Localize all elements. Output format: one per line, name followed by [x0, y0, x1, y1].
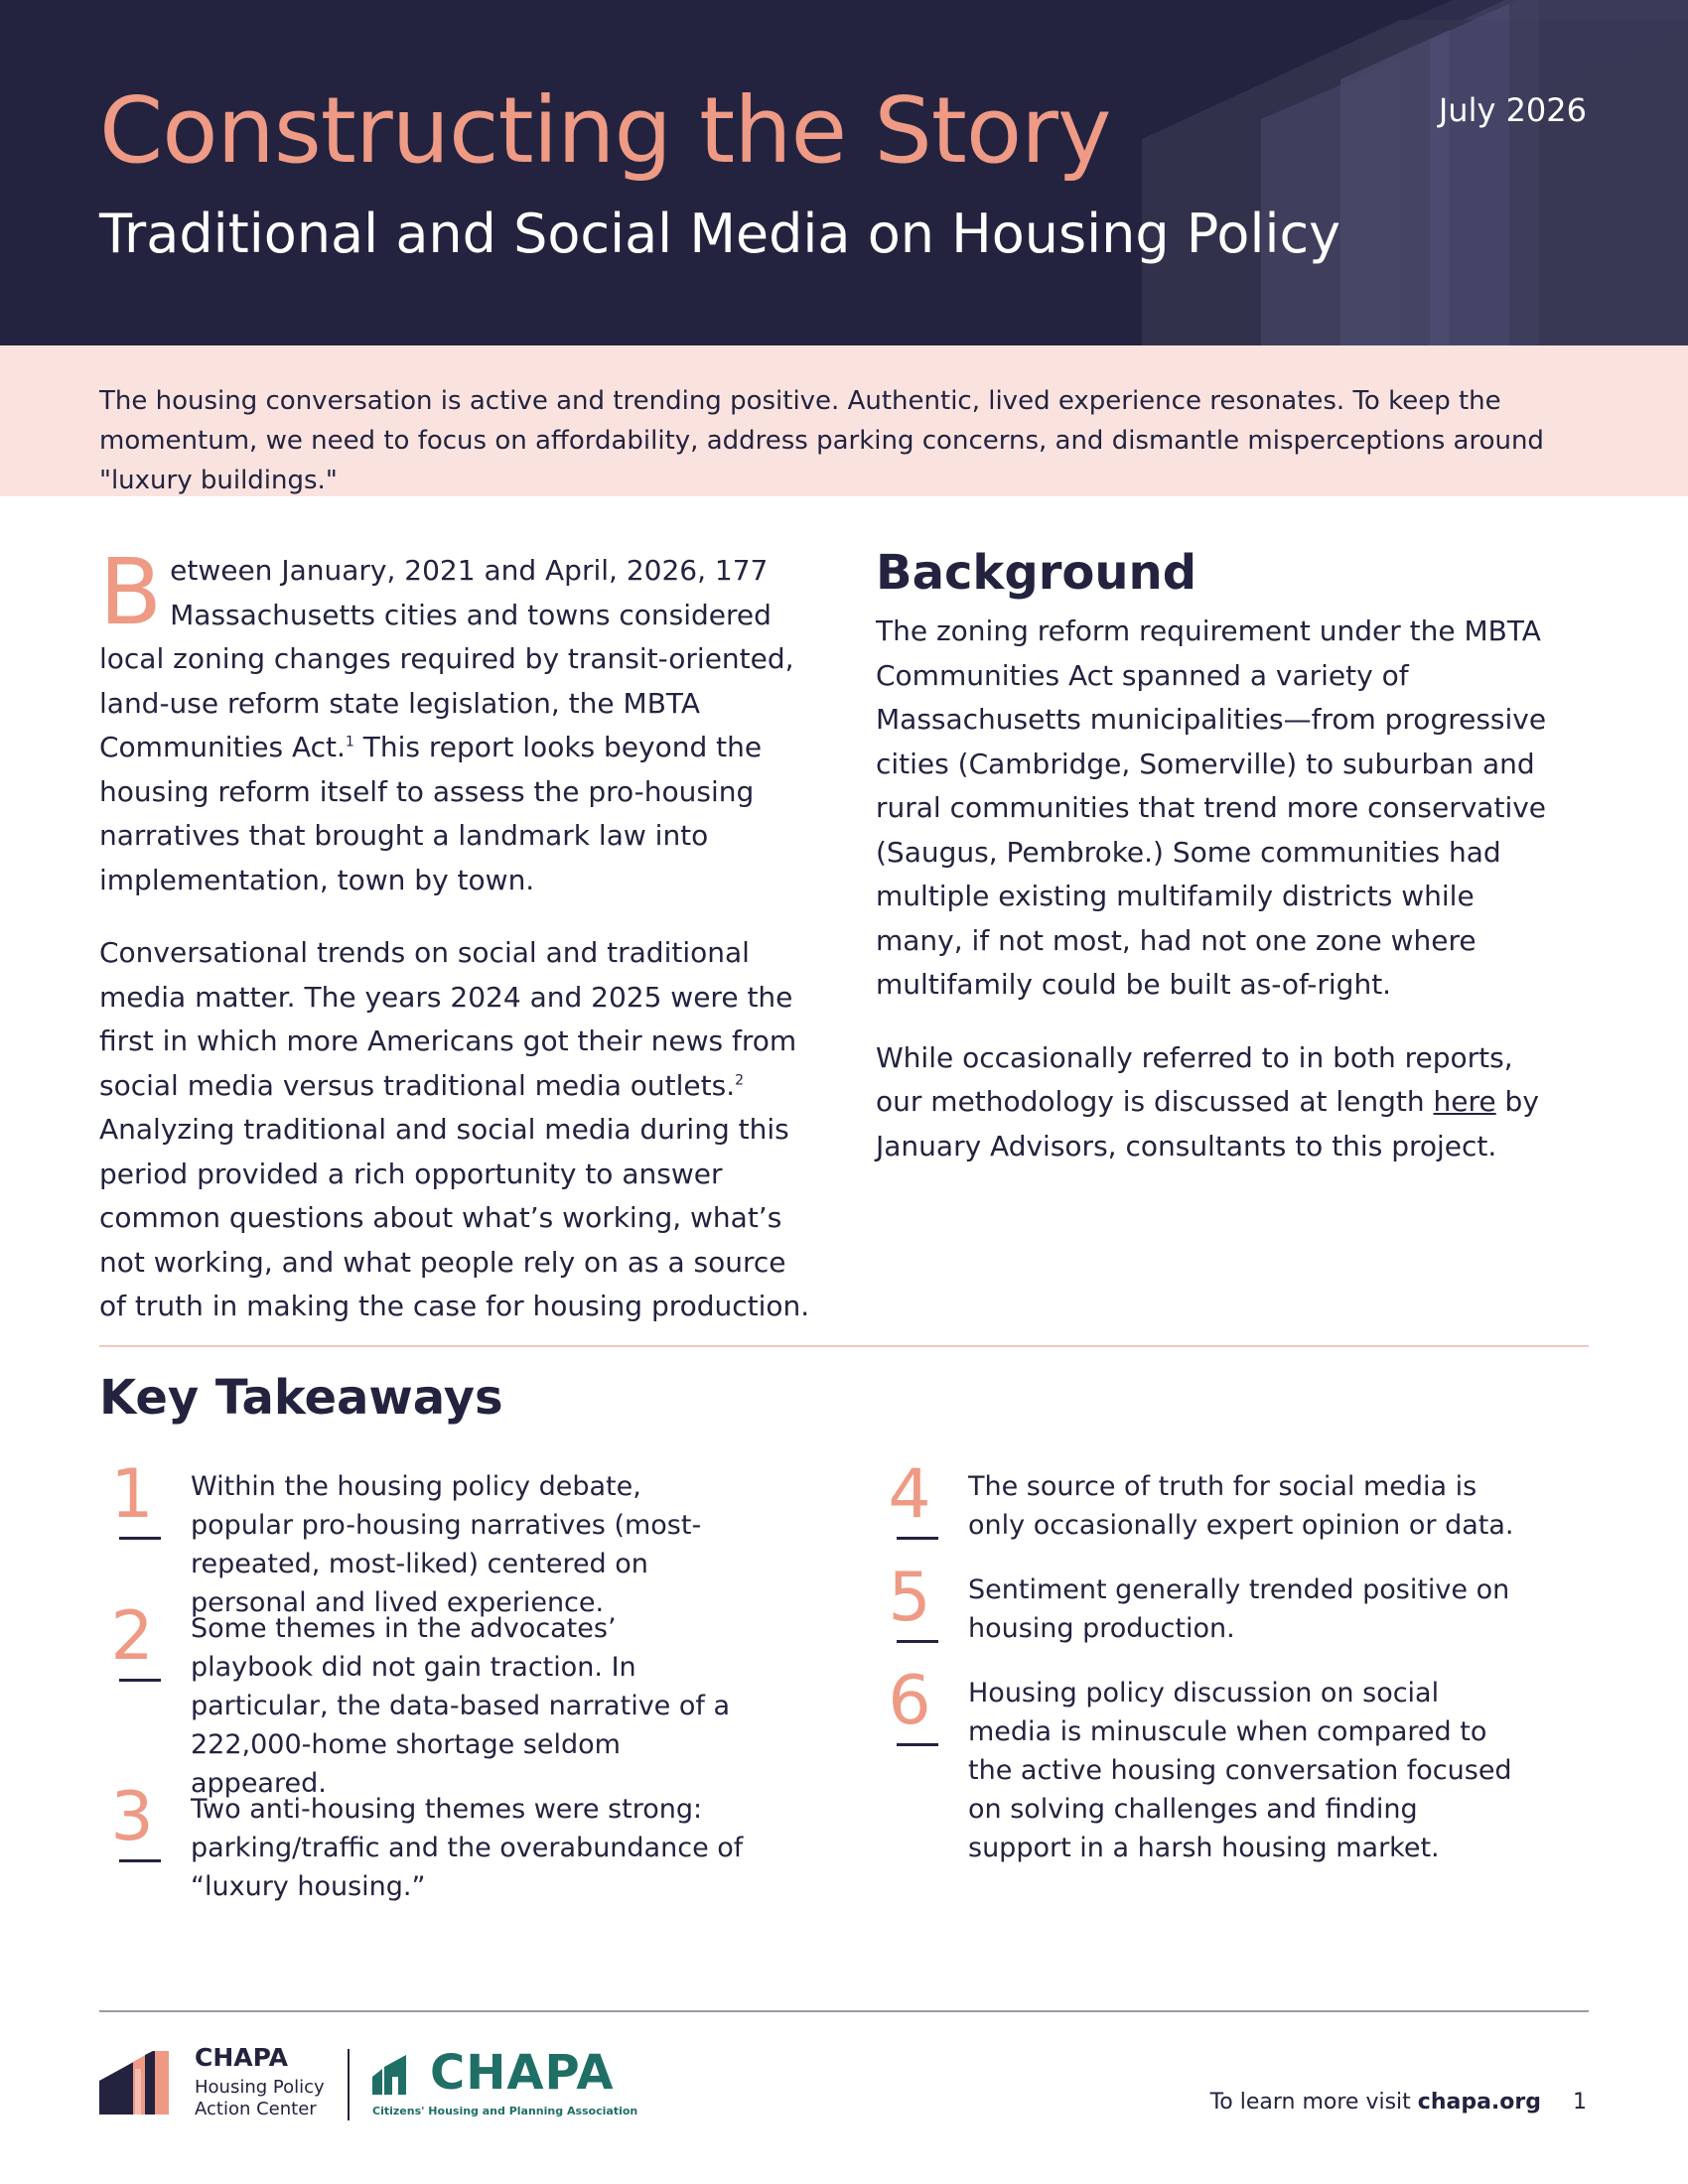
takeaway-text: Two anti-housing themes were strong: parking/traffic and the overabundance of “luxury housing.” [191, 1794, 744, 1902]
page-number: 1 [1573, 2090, 1587, 2115]
house-logo-icon [372, 2055, 430, 2095]
takeaway-text: Some themes in the advocates’ playbook did not gain traction. In particular, the data-based narrative of a 222,000-home shortage seldom appeared. [191, 1613, 731, 1799]
takeaway-item [887, 1455, 1514, 1557]
takeaway-item [887, 1559, 1510, 1660]
section-divider [99, 1345, 1589, 1347]
intro-p1-text: etween January, 2021 and April, 2026, 177 Massachusetts cities and towns considered local zoning changes required by transit-oriented, land-use reform state legislation, the MBTA Communities Act. [99, 554, 794, 763]
methodology-link[interactable]: here [1433, 1085, 1496, 1118]
takeaway-item [109, 1778, 744, 1909]
header-banner [0, 0, 1688, 345]
key-takeaways-heading: Key Takeaways [99, 1370, 503, 1426]
takeaway-number: 5 [888, 1559, 931, 1637]
takeaway-number: 4 [888, 1455, 931, 1534]
background-paragraph-1: The zoning reform requirement under the MBTA Communities Act spanned a variety of Massachusetts municipalities—from progressive cities (Cambridge, Somerville) to suburban and rural communities that trend more conservative (Saugus, Pembroke.) Some communities had multiple existing multifamily districts while many, if not most, had not one zone where multifamily could be built as-of-right. [876, 614, 1547, 1001]
takeaway-item [109, 1455, 705, 1618]
background-heading: Background [876, 545, 1197, 601]
takeaway-item [109, 1597, 731, 1799]
background-paragraph-2 [876, 1036, 1551, 1169]
takeaway-text: Sentiment generally trended positive on housing production. [968, 1574, 1510, 1644]
logo-name: CHAPA [430, 2045, 615, 2101]
footer-divider [99, 2010, 1589, 2012]
footer-learn-more [1210, 2090, 1587, 2115]
summary-band [0, 345, 1688, 496]
logo-subtitle-line-2: Action Center [195, 2099, 317, 2119]
takeaway-text: Within the housing policy debate, popular pro-housing narratives (most-repeated, most-liked) centered on personal and lived experience. [191, 1471, 702, 1618]
publication-date: July 2026 [1438, 91, 1587, 129]
page-subtitle: Traditional and Social Media on Housing Policy [99, 203, 1341, 265]
logo-name: CHAPA [195, 2043, 288, 2072]
background-column [876, 544, 1551, 1197]
intro-p1-end: This report looks beyond the housing reform itself to assess the pro-housing narratives that brought a landmark law into implementation, town by town. [99, 731, 763, 896]
number-underline [119, 1679, 161, 1682]
intro-p2-text: Conversational trends on social and traditional media matter. The years 2024 and 2025 were the first in which more Americans got their news from social media versus traditional media outlets. [99, 936, 797, 1102]
logo-tagline: Citizens' Housing and Planning Association [372, 2105, 638, 2117]
intro-column [99, 539, 814, 1358]
logo-subtitle-line-1: Housing Policy [195, 2077, 325, 2098]
takeaway-number: 2 [110, 1597, 154, 1676]
takeaway-number: 6 [888, 1662, 931, 1740]
footnote-ref-1[interactable]: 1 [345, 734, 354, 751]
intro-paragraph-1 [99, 539, 814, 902]
takeaway-text: Housing policy discussion on social media is minuscule when compared to the active housing conversation focused on solving challenges and finding support in a harsh housing market. [968, 1678, 1512, 1863]
chapa-logo[interactable] [372, 2045, 638, 2124]
footnote-ref-2[interactable]: 2 [735, 1072, 745, 1089]
chapa-hpac-logo[interactable] [99, 2043, 338, 2122]
number-underline [897, 1640, 938, 1643]
logo-separator [348, 2049, 350, 2120]
takeaway-item [887, 1662, 1512, 1872]
number-underline [119, 1859, 161, 1862]
website-link[interactable]: chapa.org [1417, 2090, 1541, 2115]
learn-more-text: To learn more visit [1209, 2090, 1418, 2115]
intro-paragraph-2 [99, 931, 814, 1329]
takeaway-number: 1 [110, 1455, 154, 1534]
background-p2-start: While occasionally referred to in both reports, our methodology is discussed at length [876, 1040, 1513, 1118]
number-underline [897, 1537, 938, 1540]
house-logo-icon [99, 2051, 181, 2115]
number-underline [897, 1743, 938, 1746]
page-title: Constructing the Story [99, 77, 1111, 184]
intro-p2-end: Analyzing traditional and social media during this period provided a rich opportunity to answer common questions about what’s working, what’s not working, and what people rely on as a source of truth in making the case for housing production. [99, 1113, 810, 1322]
background-p2-end: by January Advisors, consultants to this project. [876, 1085, 1539, 1162]
number-underline [119, 1537, 161, 1540]
drop-cap: B [99, 539, 163, 645]
takeaway-number: 3 [110, 1778, 154, 1856]
takeaway-text: The source of truth for social media is only occasionally expert opinion or data. [968, 1471, 1514, 1541]
house-outline-graphic [1072, 0, 1688, 345]
summary-text: The housing conversation is active and trending positive. Authentic, lived experience resonates. To keep the momentum, we need to focus on affordability, address parking concerns, and dismantle misperceptions around "luxury buildings." [99, 386, 1544, 495]
